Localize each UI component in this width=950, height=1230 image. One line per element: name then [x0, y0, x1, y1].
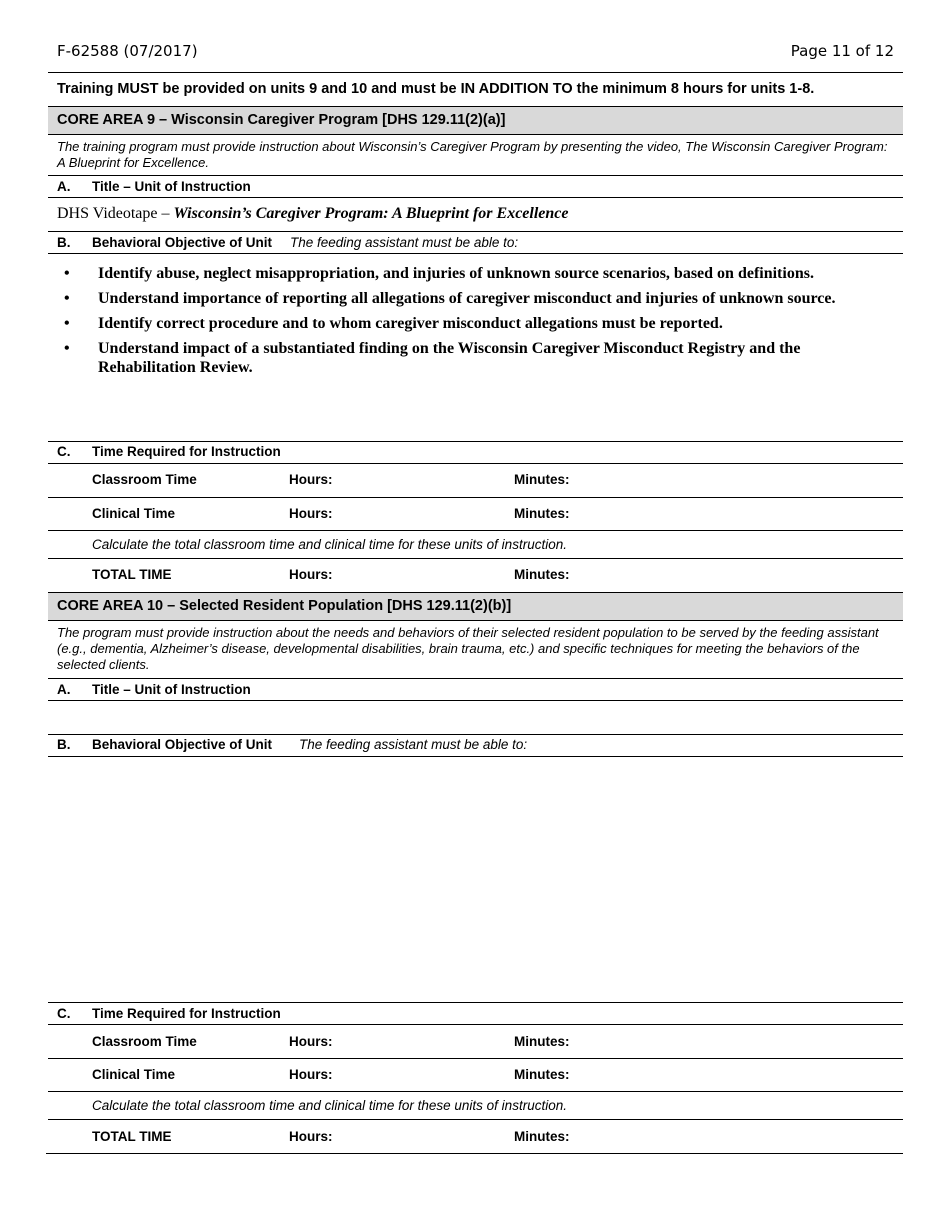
objective-text: Understand impact of a substantiated finding on the Wisconsin Caregiver Misconduct Registry and the Rehabilitation Review. [98, 340, 801, 376]
objective-text: Understand importance of reporting all allegations of caregiver misconduct and injuries of unknown source. [98, 290, 836, 307]
core9-a-letter: A. [57, 179, 71, 194]
core9-c-letter: C. [57, 444, 71, 459]
core10-total-hours[interactable]: Hours: [289, 1129, 333, 1144]
core9-total-minutes[interactable]: Minutes: [514, 567, 570, 582]
core10-clinical-hours[interactable]: Hours: [289, 1067, 333, 1082]
core10-total-label: TOTAL TIME [92, 1129, 172, 1144]
divider [48, 1002, 903, 1003]
core9-title-prefix: DHS Videotape – [57, 205, 174, 222]
divider [48, 756, 903, 757]
core9-title-italic: Wisconsin’s Caregiver Program: A Blueprint for Excellence [173, 205, 569, 222]
core9-classroom-hours[interactable]: Hours: [289, 472, 333, 487]
core9-classroom-minutes[interactable]: Minutes: [514, 472, 570, 487]
core9-total-hours[interactable]: Hours: [289, 567, 333, 582]
training-notice: Training MUST be provided on units 9 and 10 and must be IN ADDITION TO the minimum 8 hours for units 1-8. [57, 81, 815, 97]
form-id: F-62588 (07/2017) [57, 42, 198, 60]
core10-title: CORE AREA 10 – Selected Resident Population [DHS 129.11(2)(b)] [57, 598, 512, 614]
list-item [64, 264, 894, 283]
divider [48, 1058, 903, 1059]
divider [48, 441, 903, 442]
list-item [64, 314, 894, 333]
core10-clinical-label: Clinical Time [92, 1067, 176, 1082]
divider [48, 700, 903, 701]
core9-a-label: Title – Unit of Instruction [92, 179, 251, 194]
core10-b-letter: B. [57, 737, 71, 752]
divider [48, 678, 903, 679]
core9-b-letter: B. [57, 235, 71, 250]
divider [48, 497, 903, 498]
core10-b-label: Behavioral Objective of Unit [92, 737, 273, 752]
core10-classroom-hours[interactable]: Hours: [289, 1034, 333, 1049]
divider [48, 1119, 903, 1120]
divider [48, 734, 903, 735]
bullet-icon: • [64, 315, 70, 332]
core9-b-label: Behavioral Objective of Unit [92, 235, 273, 250]
core9-c-label: Time Required for Instruction [92, 444, 281, 459]
core9-title: CORE AREA 9 – Wisconsin Caregiver Program [DHS 129.11(2)(a)] [57, 112, 506, 128]
core9-objectives-list[interactable] [64, 264, 894, 383]
core9-intro: The training program must provide instruction about Wisconsin’s Caregiver Program by presenting the video, The Wisconsin Caregiver Program: A Blueprint for Excellence. [57, 139, 888, 170]
list-item [64, 339, 894, 377]
divider [48, 1091, 903, 1092]
core9-title-value[interactable] [57, 205, 568, 223]
divider [48, 231, 903, 232]
divider [48, 530, 903, 531]
core10-intro: The program must provide instruction about the needs and behaviors of their selected resident population to be served by the feeding assistant (e.g., dementia, Alzheimer’s disease, developmental disabilities, brain trauma, etc.) and specific techniques for meeting the behaviors of the selected clients. [57, 625, 879, 672]
page-number: Page 11 of 12 [790, 42, 894, 60]
bullet-icon: • [64, 290, 70, 307]
core10-classroom-label: Classroom Time [92, 1034, 197, 1049]
divider [48, 175, 903, 176]
core10-c-label: Time Required for Instruction [92, 1006, 281, 1021]
core9-calc-note: Calculate the total classroom time and clinical time for these units of instruction. [92, 537, 567, 552]
divider [48, 463, 903, 464]
divider [48, 1024, 903, 1025]
core9-clinical-minutes[interactable]: Minutes: [514, 506, 570, 521]
core9-classroom-label: Classroom Time [92, 472, 197, 487]
objective-text: Identify abuse, neglect misappropriation, and injuries of unknown source scenarios, based on definitions. [98, 265, 814, 282]
core10-classroom-minutes[interactable]: Minutes: [514, 1034, 570, 1049]
core10-calc-note: Calculate the total classroom time and clinical time for these units of instruction. [92, 1098, 567, 1113]
list-item [64, 289, 894, 308]
divider [48, 72, 903, 73]
core9-clinical-label: Clinical Time [92, 506, 176, 521]
core10-clinical-minutes[interactable]: Minutes: [514, 1067, 570, 1082]
objective-text: Identify correct procedure and to whom caregiver misconduct allegations must be reported. [98, 315, 723, 332]
bullet-icon: • [64, 265, 70, 282]
divider [48, 558, 903, 559]
divider [46, 1153, 903, 1154]
core10-c-letter: C. [57, 1006, 71, 1021]
core9-total-label: TOTAL TIME [92, 567, 172, 582]
divider [48, 197, 903, 198]
core10-a-letter: A. [57, 682, 71, 697]
bullet-icon: • [64, 340, 70, 357]
core9-b-note: The feeding assistant must be able to: [290, 235, 519, 250]
core9-clinical-hours[interactable]: Hours: [289, 506, 333, 521]
core10-a-label: Title – Unit of Instruction [92, 682, 251, 697]
divider [48, 253, 903, 254]
core10-total-minutes[interactable]: Minutes: [514, 1129, 570, 1144]
core10-b-note: The feeding assistant must be able to: [299, 737, 528, 752]
